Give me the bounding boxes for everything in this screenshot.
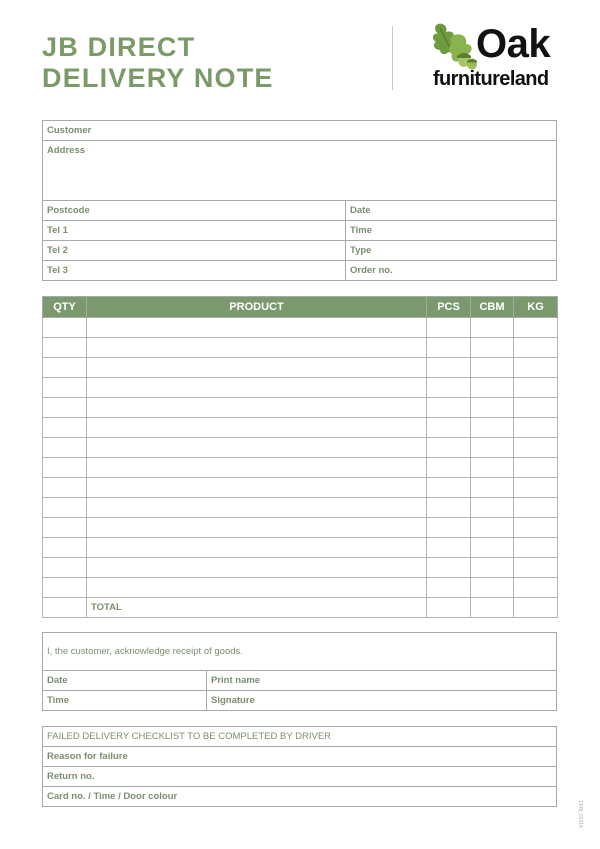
- return-no-field[interactable]: [43, 767, 556, 786]
- total-row: [43, 598, 558, 618]
- cell-pcs[interactable]: [427, 398, 471, 418]
- cell-kg[interactable]: [514, 438, 558, 458]
- cell-cbm[interactable]: [471, 338, 514, 358]
- cell-product[interactable]: [87, 498, 427, 518]
- return-no-label: Return no.: [47, 771, 95, 782]
- column-header-pcs: PCS: [427, 297, 471, 318]
- card-row: [43, 787, 556, 806]
- tel3-label: Tel 3: [47, 265, 68, 276]
- address-row: [43, 141, 556, 201]
- cell-cbm[interactable]: [471, 478, 514, 498]
- total-cell-kg[interactable]: [514, 598, 558, 618]
- receipt-statement: I, the customer, acknowledge receipt of goods.: [47, 646, 243, 657]
- cell-kg[interactable]: [514, 358, 558, 378]
- table-row: [43, 558, 558, 578]
- page-title: [42, 32, 274, 94]
- table-row: [43, 358, 558, 378]
- print-name-field[interactable]: [206, 671, 556, 690]
- items-table: [42, 296, 558, 618]
- postcode-date-row: [43, 201, 556, 221]
- cell-product[interactable]: [87, 558, 427, 578]
- cell-qty[interactable]: [43, 578, 87, 598]
- logo-word-oak: Oak: [476, 22, 551, 66]
- tel2-field[interactable]: [43, 241, 345, 260]
- cell-product[interactable]: [87, 338, 427, 358]
- cell-qty[interactable]: [43, 418, 87, 438]
- failed-delivery-heading: FAILED DELIVERY CHECKLIST TO BE COMPLETED BY DRIVER: [47, 731, 332, 742]
- cell-kg[interactable]: [514, 518, 558, 538]
- column-header-kg: KG: [514, 297, 558, 318]
- table-row: [43, 378, 558, 398]
- return-row: [43, 767, 556, 787]
- cell-pcs[interactable]: [427, 318, 471, 338]
- cell-product[interactable]: [87, 398, 427, 418]
- failed-heading-row: [43, 727, 556, 747]
- address-field[interactable]: [43, 141, 556, 200]
- reason-row: [43, 747, 556, 767]
- cell-qty[interactable]: [43, 518, 87, 538]
- cell-cbm[interactable]: [471, 558, 514, 578]
- cell-kg[interactable]: [514, 378, 558, 398]
- cell-cbm[interactable]: [471, 438, 514, 458]
- table-row: [43, 398, 558, 418]
- cell-pcs[interactable]: [427, 338, 471, 358]
- cell-pcs[interactable]: [427, 478, 471, 498]
- cell-qty[interactable]: [43, 558, 87, 578]
- cell-product[interactable]: [87, 538, 427, 558]
- reason-label: Reason for failure: [47, 751, 128, 762]
- cell-qty[interactable]: [43, 338, 87, 358]
- date-label: Date: [350, 205, 371, 216]
- cell-kg[interactable]: [514, 318, 558, 338]
- cell-cbm[interactable]: [471, 398, 514, 418]
- receipt-time-signature-row: [43, 691, 556, 710]
- cell-pcs[interactable]: [427, 558, 471, 578]
- reason-field[interactable]: [43, 747, 556, 766]
- cell-kg[interactable]: [514, 398, 558, 418]
- cell-product[interactable]: [87, 478, 427, 498]
- receipt-time-field[interactable]: [43, 691, 206, 710]
- time-field[interactable]: [345, 221, 556, 240]
- receipt-date-name-row: [43, 671, 556, 691]
- receipt-box: [42, 632, 557, 711]
- title-line-2: DELIVERY NOTE: [42, 63, 274, 93]
- table-row: [43, 458, 558, 478]
- postcode-field[interactable]: [43, 201, 345, 220]
- cell-kg[interactable]: [514, 558, 558, 578]
- table-row: [43, 538, 558, 558]
- cell-pcs[interactable]: [427, 438, 471, 458]
- time-label: Time: [350, 225, 373, 236]
- signature-label: Signature: [211, 695, 255, 706]
- cell-product[interactable]: [87, 578, 427, 598]
- order-no-field[interactable]: [345, 261, 556, 280]
- cell-qty[interactable]: [43, 378, 87, 398]
- cell-qty[interactable]: [43, 478, 87, 498]
- customer-details-box: [42, 120, 557, 281]
- customer-field[interactable]: [43, 121, 556, 140]
- cell-product[interactable]: [87, 458, 427, 478]
- column-header-qty: QTY: [43, 297, 87, 318]
- cell-cbm[interactable]: [471, 358, 514, 378]
- table-row: [43, 578, 558, 598]
- table-row: [43, 338, 558, 358]
- card-time-door-label: Card no. / Time / Door colour: [47, 791, 178, 802]
- tel2-label: Tel 2: [47, 245, 68, 256]
- cell-pcs[interactable]: [427, 458, 471, 478]
- header-divider: [392, 26, 393, 90]
- cell-product[interactable]: [87, 418, 427, 438]
- cell-qty[interactable]: [43, 358, 87, 378]
- tel1-field[interactable]: [43, 221, 345, 240]
- total-cell-pcs[interactable]: [427, 598, 471, 618]
- signature-field[interactable]: [206, 691, 556, 710]
- postcode-label: Postcode: [47, 205, 90, 216]
- cell-cbm[interactable]: [471, 538, 514, 558]
- cell-pcs[interactable]: [427, 538, 471, 558]
- total-cell-qty[interactable]: [43, 598, 87, 618]
- failed-delivery-box: [42, 726, 557, 807]
- cell-pcs[interactable]: [427, 518, 471, 538]
- print-name-label: Print name: [211, 675, 261, 686]
- cell-cbm[interactable]: [471, 458, 514, 478]
- total-cell-product: TOTAL: [87, 598, 427, 618]
- column-header-cbm: CBM: [471, 297, 514, 318]
- receipt-date-label: Date: [47, 675, 68, 686]
- receipt-time-label: Time: [47, 695, 70, 706]
- cell-product[interactable]: [87, 518, 427, 538]
- items-header-row: [43, 297, 558, 318]
- cell-cbm[interactable]: [471, 318, 514, 338]
- cell-pcs[interactable]: [427, 498, 471, 518]
- title-line-1: JB DIRECT: [42, 32, 196, 62]
- cell-cbm[interactable]: [471, 498, 514, 518]
- table-row: [43, 418, 558, 438]
- cell-qty[interactable]: [43, 398, 87, 418]
- cell-qty[interactable]: [43, 438, 87, 458]
- customer-row: [43, 121, 556, 141]
- date-field[interactable]: [345, 201, 556, 220]
- cell-product[interactable]: [87, 318, 427, 338]
- cell-kg[interactable]: [514, 458, 558, 478]
- cell-qty[interactable]: [43, 458, 87, 478]
- receipt-date-field[interactable]: [43, 671, 206, 690]
- form-code: 1348_01018: [577, 800, 583, 828]
- cell-pcs[interactable]: [427, 378, 471, 398]
- oak-furnitureland-logo: [430, 22, 560, 92]
- table-row: [43, 318, 558, 338]
- order-no-label: Order no.: [350, 265, 393, 276]
- table-row: [43, 478, 558, 498]
- total-cell-cbm[interactable]: [471, 598, 514, 618]
- address-label: Address: [47, 145, 86, 156]
- tel1-label: Tel 1: [47, 225, 68, 236]
- cell-pcs[interactable]: [427, 358, 471, 378]
- cell-cbm[interactable]: [471, 578, 514, 598]
- cell-pcs[interactable]: [427, 418, 471, 438]
- cell-kg[interactable]: [514, 338, 558, 358]
- table-row: [43, 518, 558, 538]
- column-header-product: PRODUCT: [87, 297, 427, 318]
- tel3-field[interactable]: [43, 261, 345, 280]
- cell-kg[interactable]: [514, 418, 558, 438]
- items-body: [43, 318, 558, 618]
- cell-qty[interactable]: [43, 318, 87, 338]
- tel1-time-row: [43, 221, 556, 241]
- cell-product[interactable]: [87, 438, 427, 458]
- customer-label: Customer: [47, 125, 92, 136]
- logo-word-furnitureland: furnitureland: [433, 68, 549, 90]
- cell-cbm[interactable]: [471, 418, 514, 438]
- cell-qty[interactable]: [43, 498, 87, 518]
- cell-kg[interactable]: [514, 578, 558, 598]
- cell-kg[interactable]: [514, 478, 558, 498]
- cell-pcs[interactable]: [427, 578, 471, 598]
- table-row: [43, 498, 558, 518]
- cell-kg[interactable]: [514, 538, 558, 558]
- cell-product[interactable]: [87, 358, 427, 378]
- oak-leaf-acorn-icon: [430, 22, 480, 70]
- cell-product[interactable]: [87, 378, 427, 398]
- type-field[interactable]: [345, 241, 556, 260]
- cell-kg[interactable]: [514, 498, 558, 518]
- tel2-type-row: [43, 241, 556, 261]
- card-time-door-field[interactable]: [43, 787, 556, 806]
- type-label: Type: [350, 245, 372, 256]
- table-row: [43, 438, 558, 458]
- cell-cbm[interactable]: [471, 518, 514, 538]
- cell-qty[interactable]: [43, 538, 87, 558]
- cell-cbm[interactable]: [471, 378, 514, 398]
- tel3-order-row: [43, 261, 556, 280]
- receipt-statement-row: [43, 633, 556, 671]
